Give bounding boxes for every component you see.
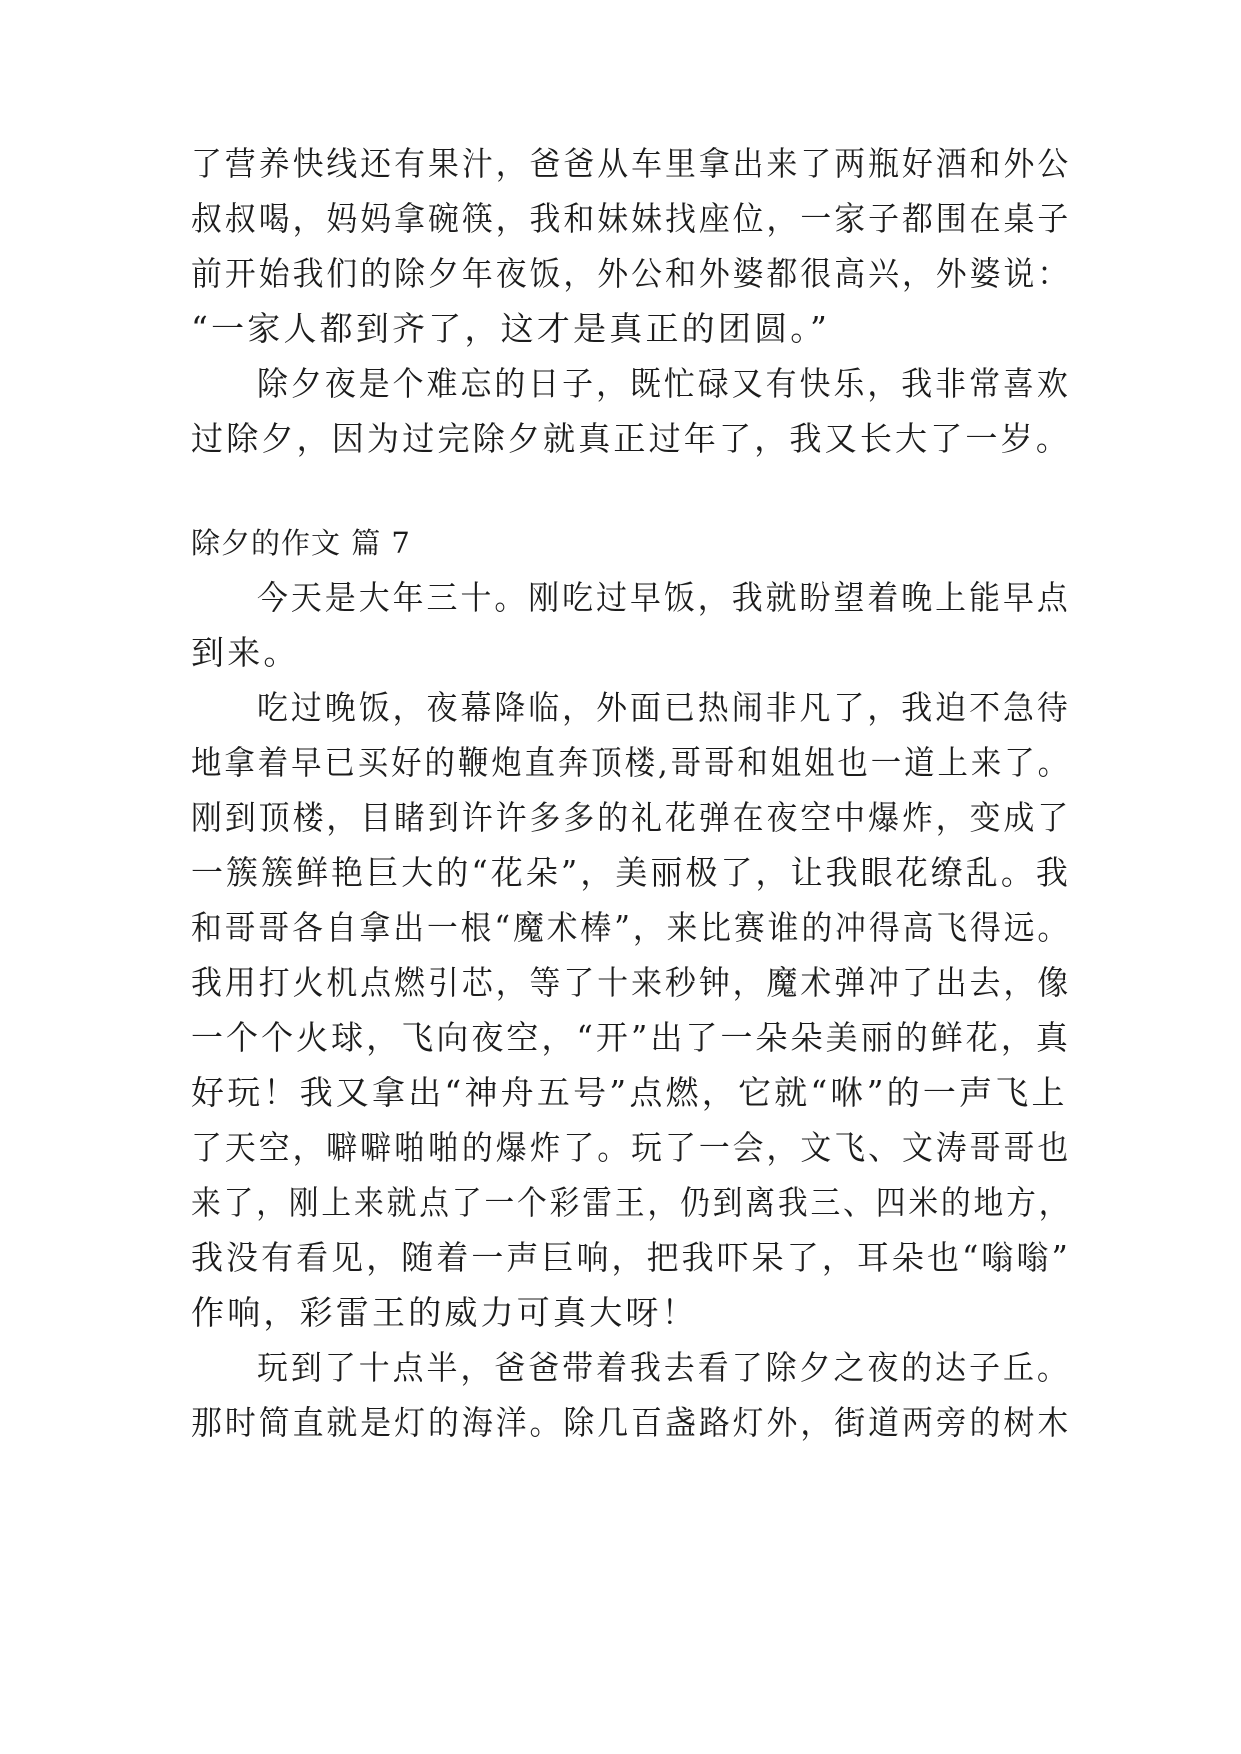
text-line: “一家人都到齐了，这才是真正的团圆。” xyxy=(191,309,831,348)
text-line: 了营养快线还有果汁，爸爸从车里拿出来了两瓶好酒和外公 xyxy=(191,144,1072,183)
text-line: 除夕夜是个难忘的日子，既忙碌又有快乐，我非常喜欢 xyxy=(257,364,1071,403)
text-line: 来了，刚上来就点了一个彩雷王，仍到离我三、四米的地方， xyxy=(191,1183,1072,1222)
text-line: 玩到了十点半，爸爸带着我去看了除夕之夜的达子丘。 xyxy=(257,1348,1071,1387)
text-line: 吃过晚饭，夜幕降临，外面已热闹非凡了，我迫不急待 xyxy=(257,688,1071,727)
text-line: 好玩！我又拿出“神舟五号”点燃，它就“咻”的一声飞上 xyxy=(191,1073,1068,1112)
text-line: 那时简直就是灯的海洋。除几百盏路灯外，街道两旁的树木 xyxy=(191,1403,1072,1442)
text-line: 过除夕，因为过完除夕就真正过年了，我又长大了一岁。 xyxy=(191,419,1072,458)
text-line: 了天空，噼噼啪啪的爆炸了。玩了一会，文飞、文涛哥哥也 xyxy=(191,1128,1072,1167)
text-line: 今天是大年三十。刚吃过早饭，我就盼望着晚上能早点 xyxy=(257,578,1071,617)
text-line: 我没有看见，随着一声巨响，把我吓呆了，耳朵也“嗡嗡” xyxy=(191,1238,1071,1277)
text-line: 地拿着早已买好的鞭炮直奔顶楼,哥哥和姐姐也一道上来了。 xyxy=(191,743,1071,782)
text-line: 叔叔喝，妈妈拿碗筷，我和妹妹找座位，一家子都围在桌子 xyxy=(191,199,1072,238)
text-line: 刚到顶楼，目睹到许许多多的礼花弹在夜空中爆炸，变成了 xyxy=(191,798,1072,837)
text-line: 前开始我们的除夕年夜饭，外公和外婆都很高兴，外婆说： xyxy=(191,254,1072,293)
text-line: 一簇簇鲜艳巨大的“花朵”，美丽极了，让我眼花缭乱。我 xyxy=(191,853,1071,892)
text-line: 作响，彩雷王的威力可真大呀！ xyxy=(191,1293,698,1332)
text-line: 到来。 xyxy=(191,633,300,672)
text-line: 和哥哥各自拿出一根“魔术棒”，来比赛谁的冲得高飞得远。 xyxy=(191,908,1072,947)
text-line: 一个个火球，飞向夜空，“开”出了一朵朵美丽的鲜花，真 xyxy=(191,1018,1071,1057)
text-line: 我用打火机点燃引芯，等了十来秒钟，魔术弹冲了出去，像 xyxy=(191,963,1072,1002)
section-heading: 除夕的作文 篇 7 xyxy=(191,526,411,560)
